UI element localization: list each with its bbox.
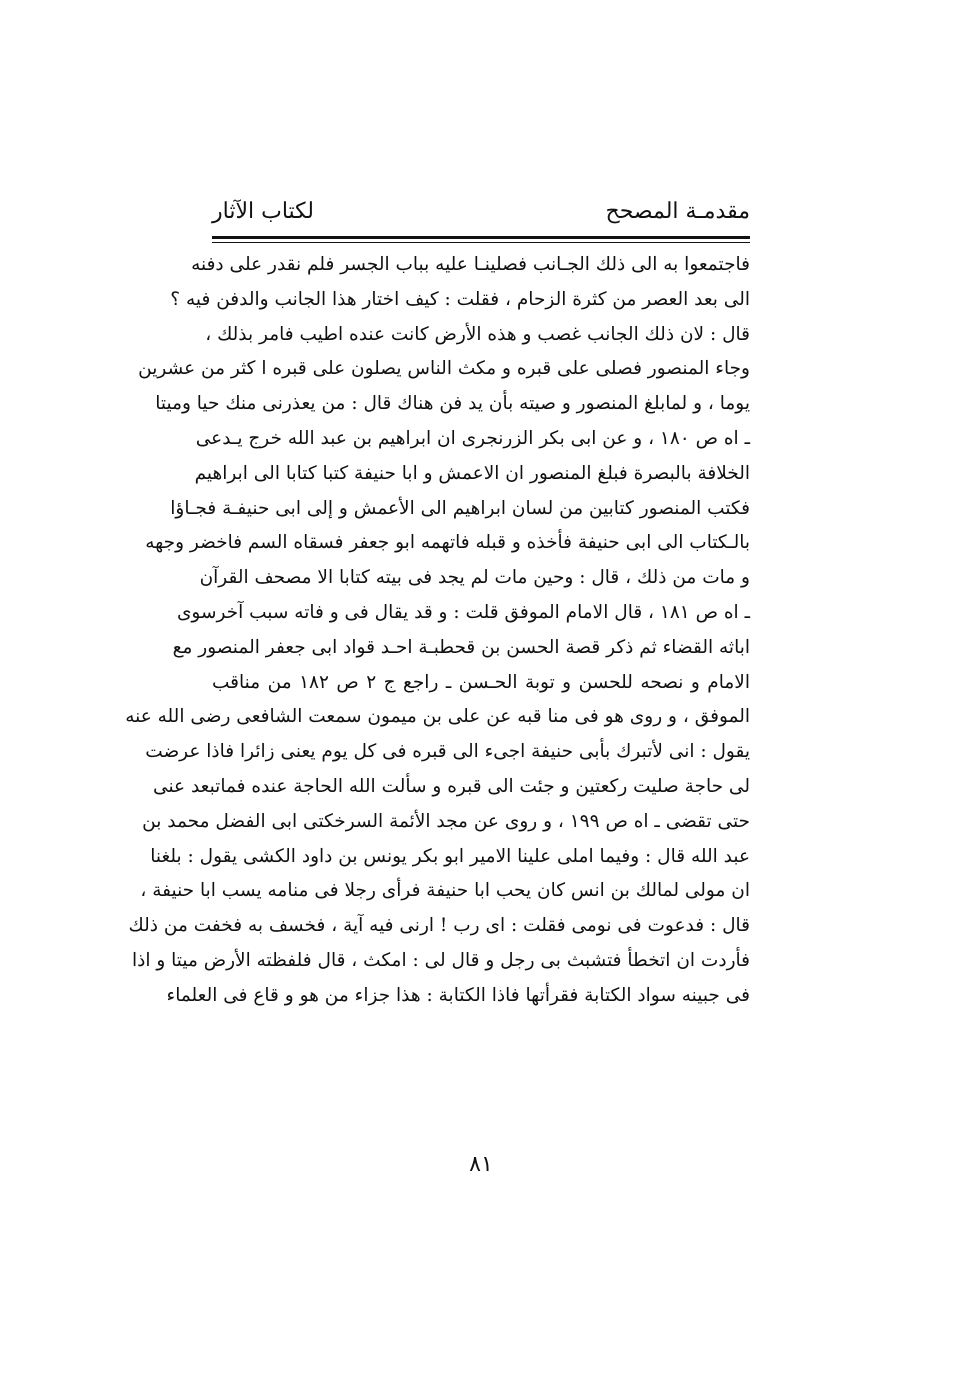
text-line: الامام و نصحه للحسن و توبة الحـسن ـ راجع ج ٢ ص ١٨٢ من مناقب — [212, 671, 750, 693]
text-line: ـ اه ص ١٨٠ ، و عن ابى بكر الزرنجرى ان ابراهيم بن عبد الله خرج يـدعى — [195, 427, 750, 449]
header-rule-thin — [212, 242, 750, 243]
header-section-title: مقدمـة المصحح — [605, 199, 750, 224]
text-line: و مات من ذلك ، قال : وحين مات لم يجد فى بيته كتابا الا مصحف القرآن — [199, 567, 750, 589]
text-line: الى بعد العصر من كثرة الزحام ، فقلت : كيف اختار هذا الجانب والدفن فيه ؟ — [170, 288, 750, 310]
text-line: وجاء المنصور فصلى على قبره و مكث الناس يصلون على قبره ا كثر من عشرين — [138, 358, 750, 380]
running-header — [212, 196, 750, 232]
text-line: فكتب المنصور كتابين من لسان ابراهيم الى الأعمش و إلى ابى حنيفـة فجـاؤا — [170, 497, 750, 519]
text-line: الخلافة بالبصرة فبلغ المنصور ان الاعمش و ابا حنيفة كتبا كتابا الى ابراهيم — [194, 462, 750, 484]
text-line: يوما ، و لمابلغ المنصور و صيته بأن يد فن هناك قال : من يعذرنى منك حيا وميتا — [155, 393, 750, 415]
text-line: بالـكتاب الى ابى حنيفة فأخذه و قبله فاتهمه ابو جعفر فسقاه السم فاخضر وجهه — [145, 532, 750, 554]
page-number: ٨١ — [469, 1152, 493, 1177]
text-line: الموفق ، و روى هو فى منا قبه عن على بن ميمون سمعت الشافعى رضى الله عنه — [125, 706, 750, 728]
body-text — [125, 248, 750, 1014]
text-line: ـ اه ص ١٨١ ، قال الامام الموفق قلت : و قد يقال فى و فاته سبب آخرسوى — [176, 601, 750, 623]
text-line: اباثه القضاء ثم ذكر قصة الحسن بن قحطبـة احـد قواد ابى جعفر المنصور مع — [172, 636, 750, 658]
text-line: فى جبينه سواد الكتابة فقرأتها فاذا الكتابة : هذا جزاء من هو و قاع فى العلماء — [166, 984, 750, 1006]
text-line: يقول : انى لأتبرك بأبى حنيفة اجىء الى قبره فى كل يوم يعنى زائرا فاذا عرضت — [145, 741, 750, 763]
text-line: حتى تقضى ـ اه ص ١٩٩ ، و روى عن مجد الأئمة السرخكتى ابى الفضل محمد بن — [142, 810, 750, 832]
text-line: لى حاجة صليت ركعتين و جئت الى قبره و سألت الله الحاجة عنده فماتبعد عنى — [153, 775, 750, 797]
header-book-title: لكتاب الآثار — [212, 199, 315, 224]
text-line: ان مولى لمالك بن انس كان يحب ابا حنيفة فرأى رجلا فى منامه يسب ابا حنيفة ، — [140, 880, 750, 902]
text-line: عبد الله قال : وفيما املى علينا الامير ابو بكر يونس بن داود الكشى يقول : بلغنا — [150, 845, 750, 867]
header-rule-thick — [212, 236, 750, 239]
text-line: فاجتمعوا به الى ذلك الجـانب فصلينـا عليه بباب الجسر فلم نقدر على دفنه — [191, 254, 750, 275]
text-line: قال : فدعوت فى نومى فقلت : اى رب ! ارنى فيه آية ، فخسف به فخفت من ذلك — [128, 915, 750, 937]
text-line: فأردت ان اتخطأ فتشبث بى رجل و قال لى : امكث ، قال فلفظته الأرض ميتا و اذا — [131, 949, 750, 971]
text-line: قال : لان ذلك الجانب غصب و هذه الأرض كانت عنده اطيب فامر بذلك ، — [205, 323, 750, 345]
